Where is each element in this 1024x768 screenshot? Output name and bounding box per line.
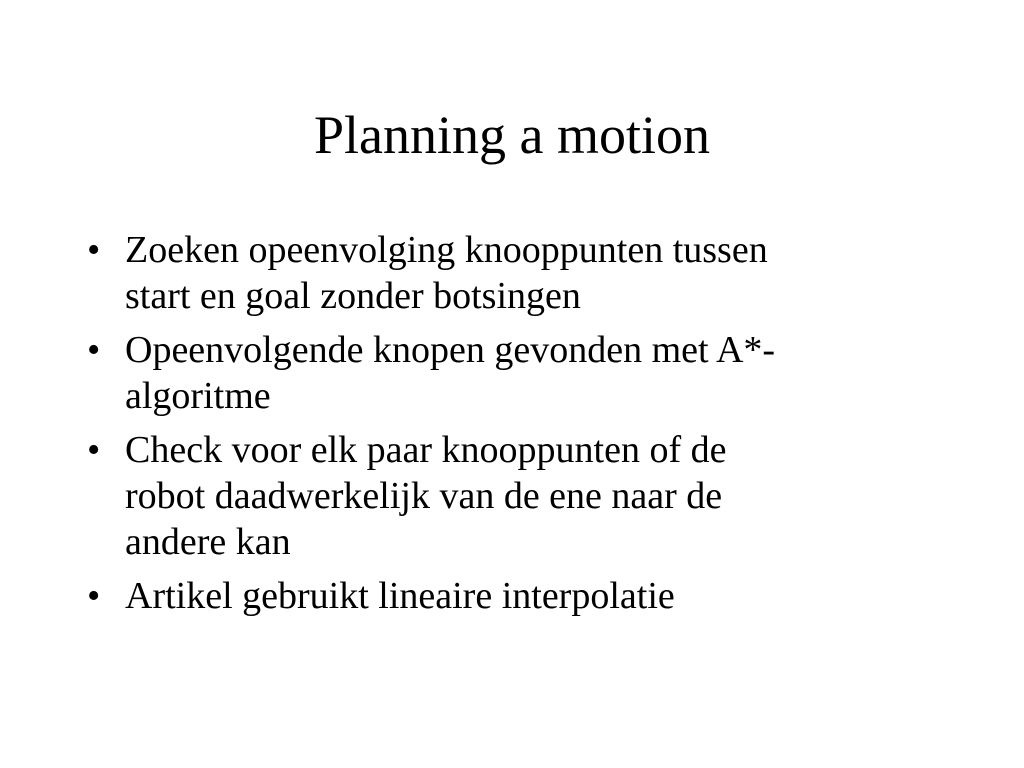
bullet-icon: •	[87, 229, 101, 271]
bullet-text: Zoeken opeenvolging knooppunten tussen start en goal zonder botsingen	[125, 229, 768, 317]
bullet-item	[84, 327, 924, 419]
bullet-text: Artikel gebruikt lineaire interpolatie	[125, 575, 675, 617]
slide-title: Planning a motion	[314, 105, 710, 165]
bullet-item	[84, 427, 924, 565]
bullet-icon: •	[87, 329, 101, 371]
bullet-list	[84, 227, 924, 627]
bullet-item	[84, 227, 924, 319]
bullet-icon: •	[87, 429, 101, 471]
bullet-item	[84, 573, 924, 619]
bullet-text: Check voor elk paar knooppunten of de robot daadwerkelijk van de ene naar de andere kan	[125, 429, 727, 563]
bullet-icon: •	[87, 575, 101, 617]
bullet-text: Opeenvolgende knopen gevonden met A*- algoritme	[125, 329, 776, 417]
